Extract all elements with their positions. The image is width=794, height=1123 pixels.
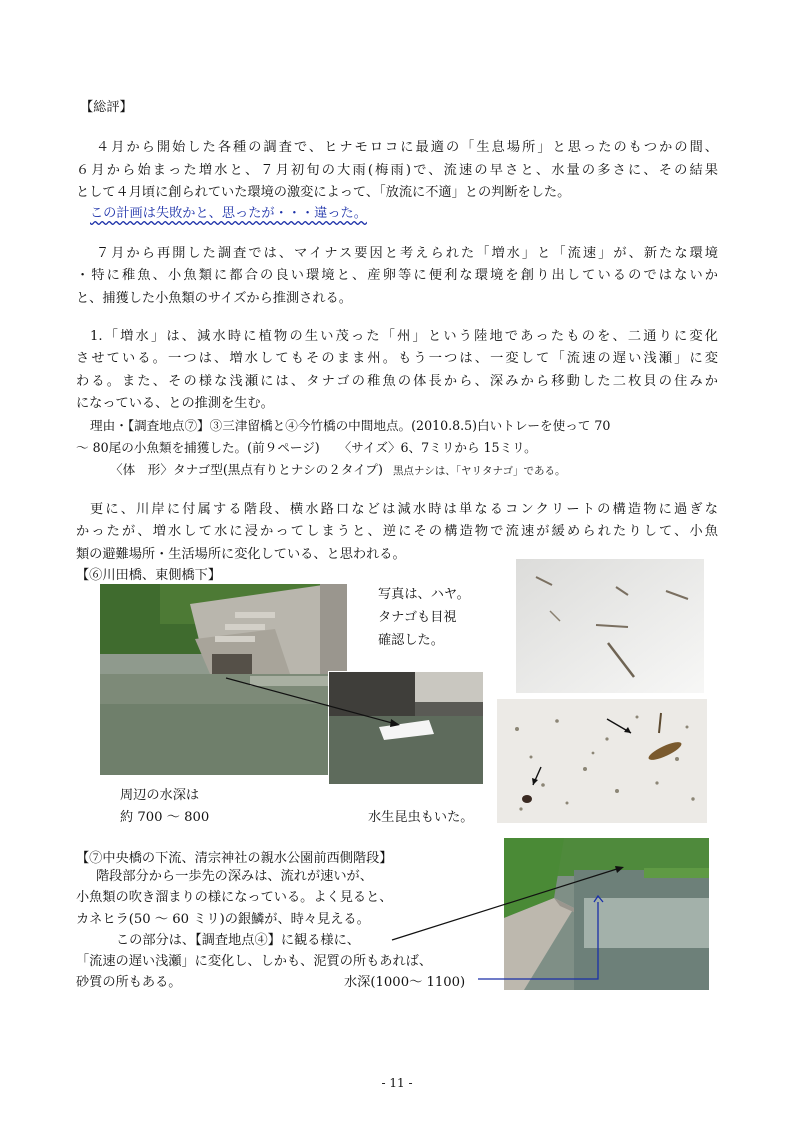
section7-heading: 【⑦中央橋の下流、清宗神社の親水公園前西側階段】 (76, 851, 393, 866)
section6-caption-line: 写真は、ハヤ。 (378, 587, 470, 602)
section7-line-1: 階段部分から一歩先の深みは、流れが速いが、 (96, 869, 373, 884)
section6-caption (378, 583, 470, 652)
summary-p4-line-1: 更に、川岸に付属する階段、横水路口などは減水時は単なるコンクリートの構造物に過ぎな (90, 502, 718, 517)
fry-photo (516, 559, 704, 693)
summary-p2-line-3: と、捕獲した小魚類のサイズから推測される。 (76, 291, 352, 306)
summary-p3-line-4: になっている、との推測を生む。 (76, 396, 274, 411)
section6-insects: 水生昆虫もいた。 (368, 810, 474, 825)
section7-depth: 水深(1000～ 1100) (344, 975, 466, 990)
summary-p3-line-3: わる。また、その様な浅瀬には、タナゴの稚魚の体長から、深みから移動した二枚貝の住みか (76, 374, 718, 389)
summary-p3-line-2: させている。一つは、増水してもそのまま州。もう一つは、一変して「流速の遅い浅瀬」に変 (76, 351, 718, 366)
summary-p1-line-2: ６月から始まった増水と、７月初旬の大雨(梅雨)で、流速の早さと、水量の多さに、その結果 (76, 163, 718, 178)
section7-line-6: 砂質の所もある。 (76, 975, 182, 990)
page-number: - 11 - (381, 1076, 413, 1090)
summary-p2-line-1: ７月から再開した調査では、マイナス要因と考えられた「増水」と「流速」が、新たな環境 (96, 246, 718, 261)
summary-p1-line-3: として４月頃に創られていた環境の激変によって、「放流に不適」との判断をした。 (76, 185, 571, 200)
section6-depth-label: 周辺の水深は (120, 788, 200, 803)
summary-p3-body-row (110, 459, 566, 478)
summary-p3-line-1: 1.「増水」は、減水時に植物の生い茂った「州」という陸地であったものを、二通りに変化 (90, 329, 718, 344)
summary-p4-line-2: かったが、増水して水に浸かってしまうと、逆にその構造物で流速が緩められたりして、小魚 (76, 524, 718, 539)
summary-p4-line-3: 類の避難場所・生活場所に変化している、と思われる。 (76, 547, 406, 562)
summary-heading: 【総評】 (80, 100, 133, 115)
section6-depth-value: 約 700 ～ 800 (120, 810, 210, 825)
summary-p3-reason-2: ～ 80尾の小魚類を捕獲した。(前９ページ) 〈サイズ〉6、7ミリから 15ミリ。 (76, 440, 537, 455)
section6-caption-line: タナゴも目視 (378, 610, 457, 625)
section7-line-4: この部分は、【調査地点④】に観る様に、 (116, 933, 360, 948)
aquatic-insect-photo (497, 699, 707, 823)
white-tray-photo (328, 671, 484, 785)
section7-line-5: 「流速の遅い浅瀬」に変化し、しかも、泥質の所もあれば、 (76, 954, 433, 969)
section6-caption-line: 確認した。 (378, 633, 444, 648)
summary-p3-reason: 理由・【調査地点⑦】③三津留橋と④今竹橋の中間地点。(2010.8.5)白いトレーを使って 70 (90, 418, 611, 433)
summary-p2-line-2: ・特に稚魚、小魚類に都合の良い環境と、産卵等に便利な環境を創り出しているのではないか (76, 268, 718, 283)
section6-heading: 【⑥川田橋、東側橋下】 (76, 568, 222, 583)
summary-p1-line-1: ４月から開始した各種の調査で、ヒナモロコに最適の「生息場所」と思ったのもつかの間、 (96, 140, 718, 155)
section7-line-3: カネヒラ(50 ～ 60 ミリ)の銀鱗が、時々見える。 (76, 912, 370, 927)
summary-p3-body-note: 黒点ナシは、「ヤリタナゴ」である。 (392, 465, 566, 477)
summary-p3-body-label: 〈体 形〉タナゴ型(黒点有りとナシの２タイプ) (110, 462, 383, 477)
river-steps-photo (100, 584, 347, 775)
summary-p1-note: この計画は失敗かと、思ったが・・・違った。 (90, 206, 367, 221)
shrine-steps-photo (504, 838, 709, 990)
section7-line-2: 小魚類の吹き溜まりの様になっている。よく見ると、 (76, 890, 393, 905)
